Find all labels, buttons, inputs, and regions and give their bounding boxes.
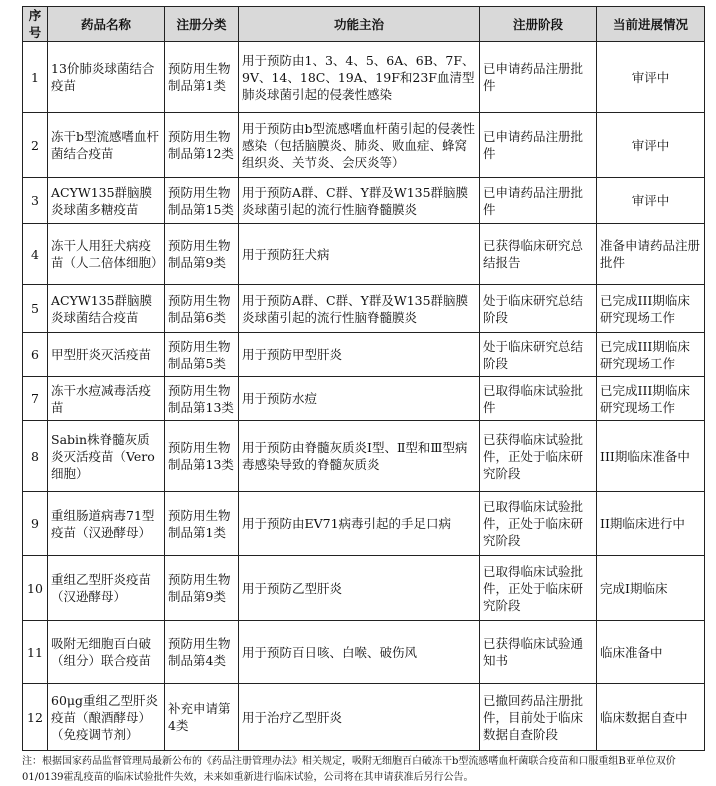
cell-progress: 审评中 bbox=[597, 42, 705, 113]
cell-category: 预防用生物制品第13类 bbox=[165, 421, 239, 492]
cell-function: 用于预防水痘 bbox=[239, 377, 480, 421]
cell-no: 8 bbox=[23, 421, 48, 492]
header-no: 序号 bbox=[23, 7, 48, 42]
table-row bbox=[23, 556, 705, 621]
table-row bbox=[23, 333, 705, 377]
vaccine-registration-table bbox=[22, 6, 705, 751]
cell-category: 补充申请第4类 bbox=[165, 684, 239, 751]
cell-category: 预防用生物制品第15类 bbox=[165, 178, 239, 224]
cell-function: 用于预防由脊髓灰质炎Ⅰ型、Ⅱ型和Ⅲ型病毒感染导致的脊髓灰质炎 bbox=[239, 421, 480, 492]
header-stage: 注册阶段 bbox=[480, 7, 597, 42]
cell-category: 预防用生物制品第9类 bbox=[165, 556, 239, 621]
table-row bbox=[23, 621, 705, 684]
cell-name: 冻干水痘减毒活疫苗 bbox=[48, 377, 165, 421]
cell-no: 10 bbox=[23, 556, 48, 621]
table-row bbox=[23, 178, 705, 224]
cell-category: 预防用生物制品第9类 bbox=[165, 224, 239, 285]
cell-progress: 准备申请药品注册批件 bbox=[597, 224, 705, 285]
cell-no: 9 bbox=[23, 492, 48, 556]
header-function: 功能主治 bbox=[239, 7, 480, 42]
cell-progress: III期临床准备中 bbox=[597, 421, 705, 492]
cell-function: 用于预防百日咳、白喉、破伤风 bbox=[239, 621, 480, 684]
cell-function: 用于预防甲型肝炎 bbox=[239, 333, 480, 377]
cell-function: 用于预防狂犬病 bbox=[239, 224, 480, 285]
table-row bbox=[23, 224, 705, 285]
cell-progress: 完成Ⅰ期临床 bbox=[597, 556, 705, 621]
cell-stage: 已获得临床试验通知书 bbox=[480, 621, 597, 684]
cell-category: 预防用生物制品第4类 bbox=[165, 621, 239, 684]
cell-no: 3 bbox=[23, 178, 48, 224]
cell-name: Sabin株脊髓灰质炎灭活疫苗（Vero细胞） bbox=[48, 421, 165, 492]
table-row bbox=[23, 492, 705, 556]
cell-stage: 已申请药品注册批件 bbox=[480, 178, 597, 224]
cell-stage: 已取得临床试验批件，正处于临床研究阶段 bbox=[480, 492, 597, 556]
table-row bbox=[23, 377, 705, 421]
cell-no: 11 bbox=[23, 621, 48, 684]
cell-stage: 已申请药品注册批件 bbox=[480, 113, 597, 178]
cell-no: 2 bbox=[23, 113, 48, 178]
cell-stage: 处于临床研究总结阶段 bbox=[480, 333, 597, 377]
cell-name: 冻干人用狂犬病疫苗（人二倍体细胞） bbox=[48, 224, 165, 285]
cell-stage: 已撤回药品注册批件，目前处于临床数据自查阶段 bbox=[480, 684, 597, 751]
cell-function: 用于治疗乙型肝炎 bbox=[239, 684, 480, 751]
table-row bbox=[23, 42, 705, 113]
footnote: 注：根据国家药品监督管理局最新公布的《药品注册管理办法》相关规定，吸附无细胞百白破冻干b型流感嗜血杆菌联合疫苗和口服重组B亚单位双价01/0139霍乱疫苗的临床试验批件失效，未来如重新进行临床试验，公司将在其申请获准后另行公告。 bbox=[22, 756, 676, 783]
cell-function: 用于预防由EV71病毒引起的手足口病 bbox=[239, 492, 480, 556]
header-progress: 当前进展情况 bbox=[597, 7, 705, 42]
cell-progress: 临床数据自查中 bbox=[597, 684, 705, 751]
cell-progress: 审评中 bbox=[597, 178, 705, 224]
cell-category: 预防用生物制品第6类 bbox=[165, 285, 239, 333]
cell-progress: 已完成III期临床研究现场工作 bbox=[597, 285, 705, 333]
cell-stage: 处于临床研究总结阶段 bbox=[480, 285, 597, 333]
cell-no: 7 bbox=[23, 377, 48, 421]
cell-stage: 已获得临床试验批件，正处于临床研究阶段 bbox=[480, 421, 597, 492]
document bbox=[22, 6, 704, 786]
cell-name: 重组肠道病毒71型疫苗（汉逊酵母） bbox=[48, 492, 165, 556]
cell-stage: 已取得临床试验批件 bbox=[480, 377, 597, 421]
cell-progress: II期临床进行中 bbox=[597, 492, 705, 556]
cell-category: 预防用生物制品第5类 bbox=[165, 333, 239, 377]
cell-name: 13价肺炎球菌结合疫苗 bbox=[48, 42, 165, 113]
cell-function: 用于预防由b型流感嗜血杆菌引起的侵袭性感染（包括脑膜炎、肺炎、败血症、蜂窝组织炎、关节炎、会厌炎等） bbox=[239, 113, 480, 178]
cell-name: ACYW135群脑膜炎球菌多糖疫苗 bbox=[48, 178, 165, 224]
header-name: 药品名称 bbox=[48, 7, 165, 42]
cell-no: 6 bbox=[23, 333, 48, 377]
cell-no: 1 bbox=[23, 42, 48, 113]
cell-no: 5 bbox=[23, 285, 48, 333]
table-row bbox=[23, 113, 705, 178]
cell-category: 预防用生物制品第12类 bbox=[165, 113, 239, 178]
cell-category: 预防用生物制品第13类 bbox=[165, 377, 239, 421]
cell-function: 用于预防乙型肝炎 bbox=[239, 556, 480, 621]
cell-stage: 已获得临床研究总结报告 bbox=[480, 224, 597, 285]
cell-name: 60μg重组乙型肝炎疫苗（酿酒酵母）（免疫调节剂） bbox=[48, 684, 165, 751]
cell-stage: 已取得临床试验批件，正处于临床研究阶段 bbox=[480, 556, 597, 621]
table-header-row bbox=[23, 7, 705, 42]
table-row bbox=[23, 285, 705, 333]
cell-name: 吸附无细胞百白破（组分）联合疫苗 bbox=[48, 621, 165, 684]
table-row bbox=[23, 421, 705, 492]
cell-name: 重组乙型肝炎疫苗（汉逊酵母） bbox=[48, 556, 165, 621]
cell-function: 用于预防A群、C群、Y群及W135群脑膜炎球菌引起的流行性脑脊髓膜炎 bbox=[239, 285, 480, 333]
cell-no: 4 bbox=[23, 224, 48, 285]
cell-category: 预防用生物制品第1类 bbox=[165, 492, 239, 556]
cell-name: 冻干b型流感嗜血杆菌结合疫苗 bbox=[48, 113, 165, 178]
header-category: 注册分类 bbox=[165, 7, 239, 42]
table-row bbox=[23, 684, 705, 751]
cell-name: 甲型肝炎灭活疫苗 bbox=[48, 333, 165, 377]
cell-progress: 临床准备中 bbox=[597, 621, 705, 684]
cell-function: 用于预防A群、C群、Y群及W135群脑膜炎球菌引起的流行性脑脊髓膜炎 bbox=[239, 178, 480, 224]
cell-progress: 已完成III期临床研究现场工作 bbox=[597, 377, 705, 421]
cell-progress: 审评中 bbox=[597, 113, 705, 178]
cell-no: 12 bbox=[23, 684, 48, 751]
cell-progress: 已完成III期临床研究现场工作 bbox=[597, 333, 705, 377]
cell-category: 预防用生物制品第1类 bbox=[165, 42, 239, 113]
cell-function: 用于预防由1、3、4、5、6A、6B、7F、9V、14、18C、19A、19F和23F血清型肺炎球菌引起的侵袭性感染 bbox=[239, 42, 480, 113]
cell-stage: 已申请药品注册批件 bbox=[480, 42, 597, 113]
cell-name: ACYW135群脑膜炎球菌结合疫苗 bbox=[48, 285, 165, 333]
